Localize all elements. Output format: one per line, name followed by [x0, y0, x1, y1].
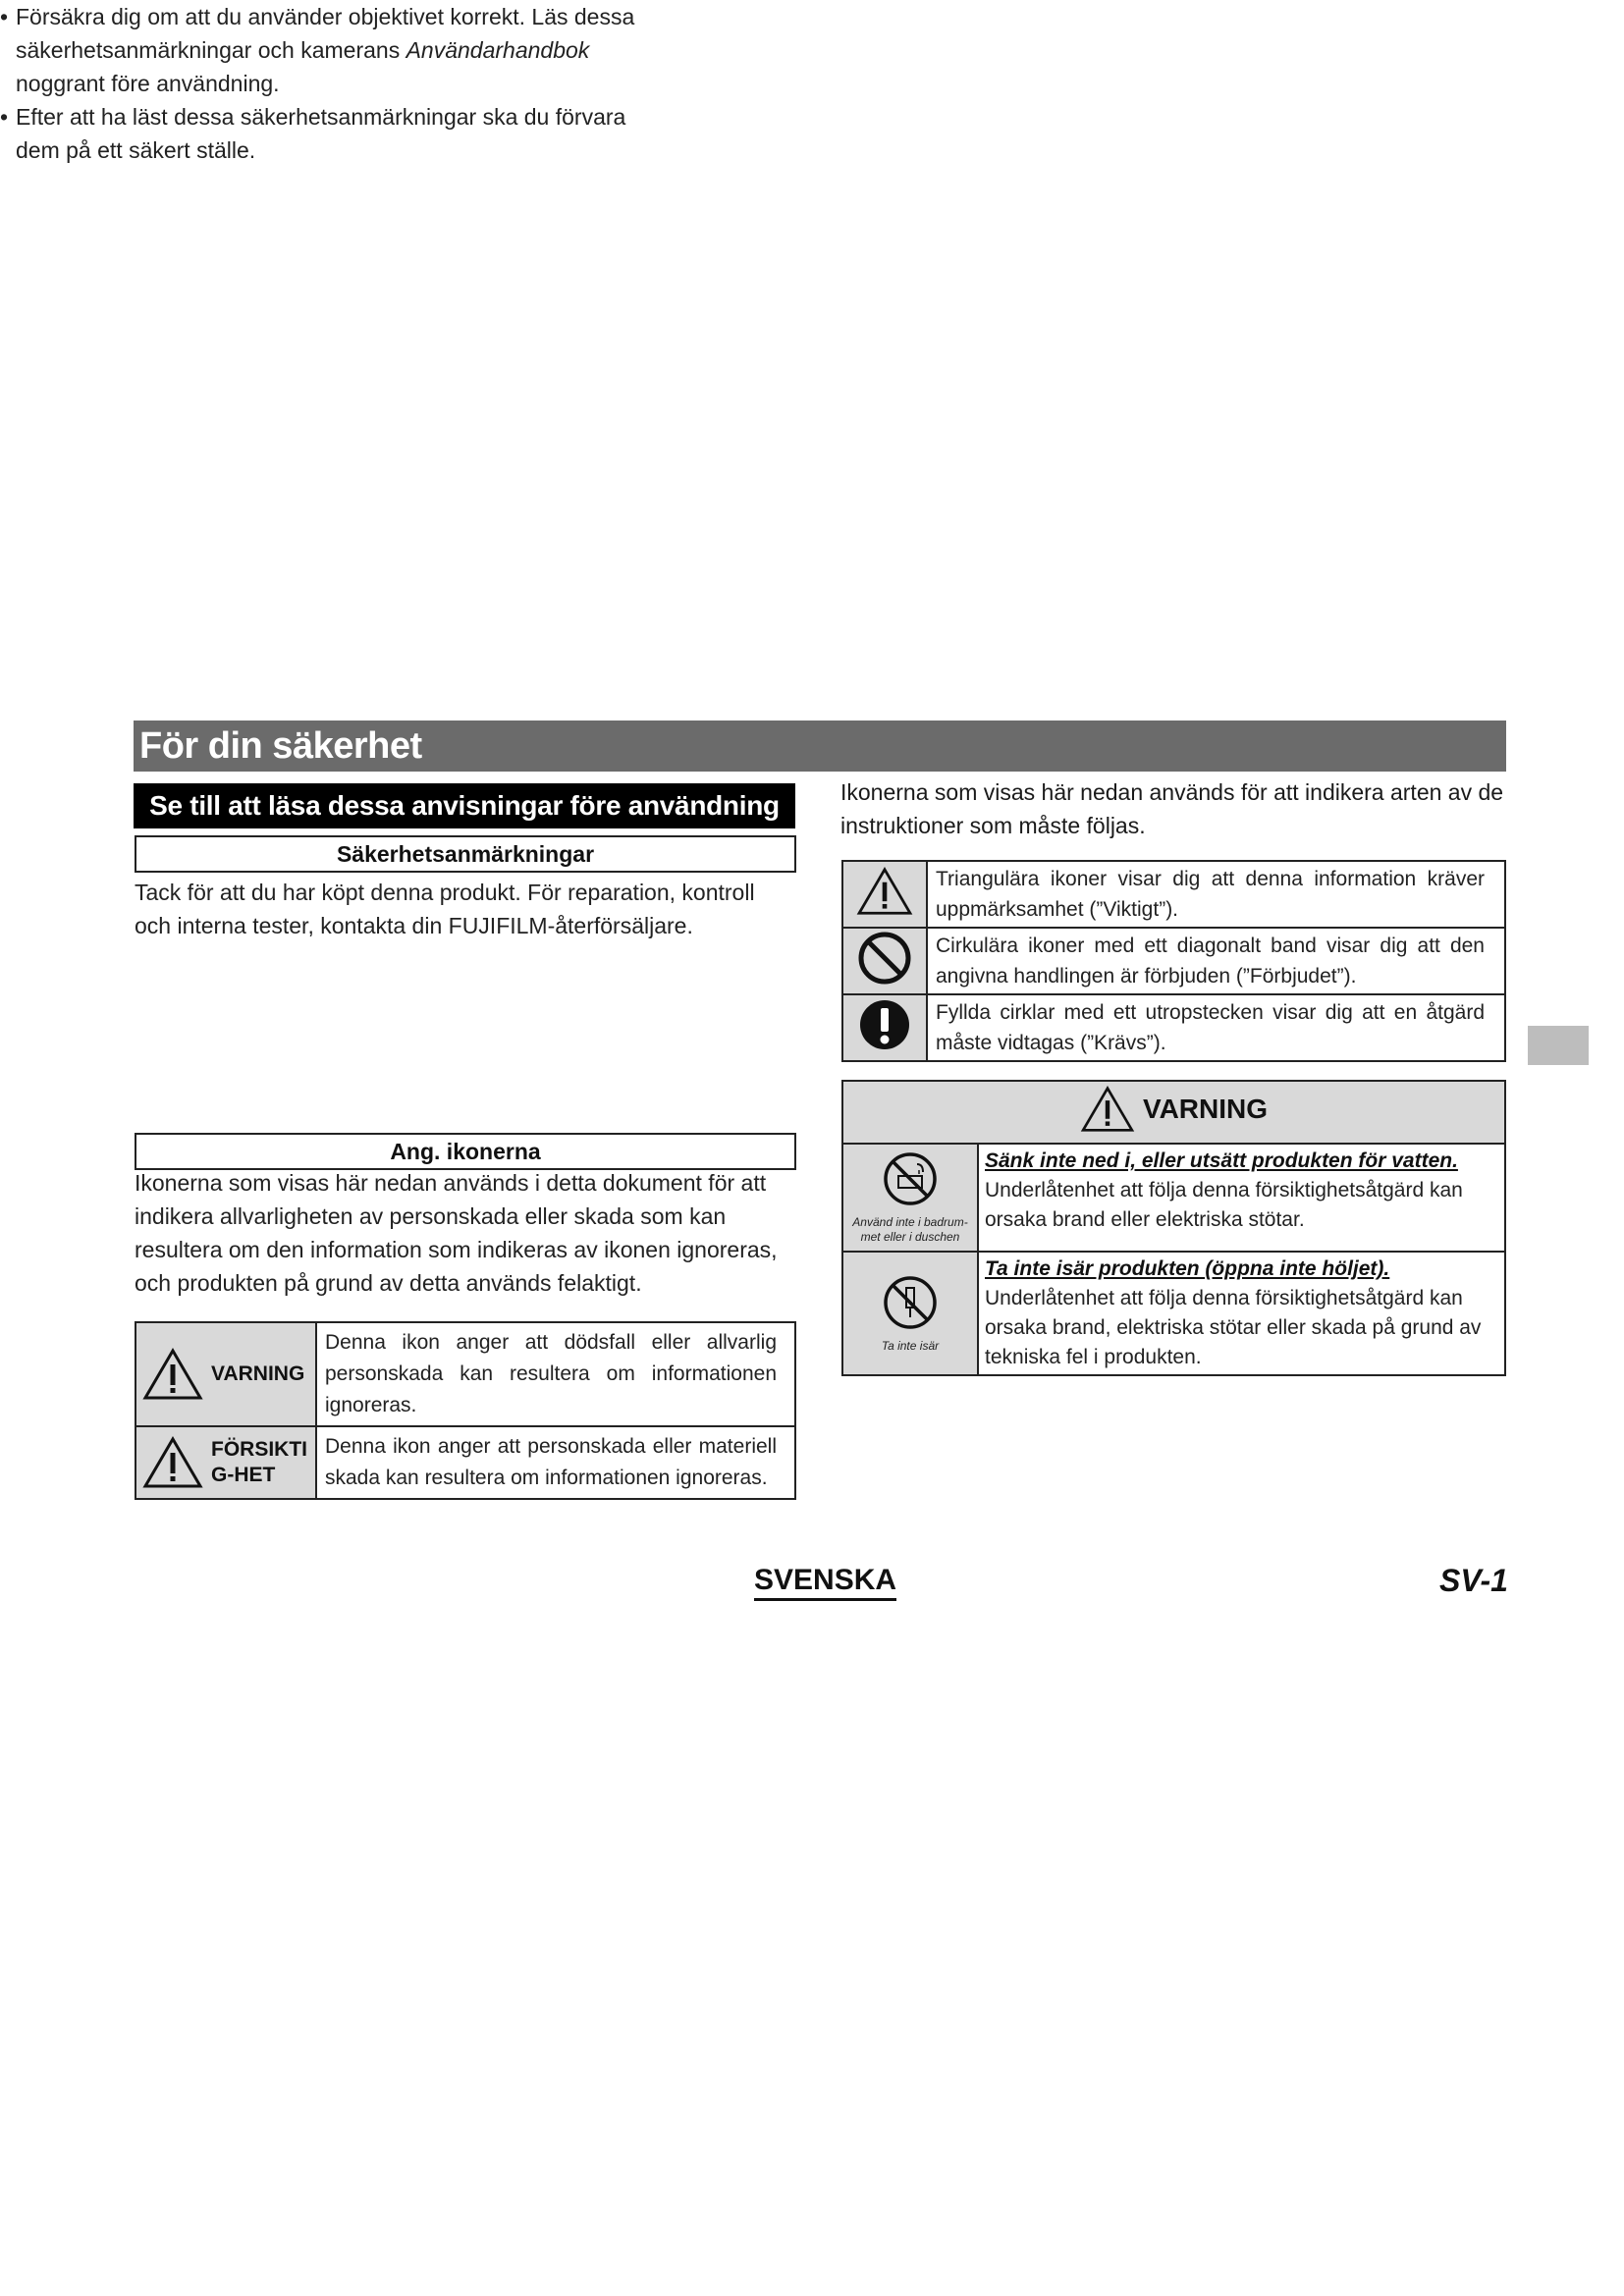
no-water-warning-lead: Sänk inte ned i, eller utsätt produkten för vatten.: [985, 1149, 1458, 1172]
no-disassemble-icon: [882, 1274, 939, 1331]
no-disassemble-warning-text: Underlåtenhet att följa denna försiktighetsåtgärd kan orsaka brand, elektriska stötar eller skada på grund av tekniska fel i produkten.: [985, 1287, 1482, 1368]
table-row: [842, 861, 1505, 928]
icons-paragraph: Ikonerna som visas här nedan används i detta dokument för att indikera allvarligheten av personskada eller skada som kan resultera om den information som indikeras av ikonen ignoreras, och produkten på grund av detta används felaktigt.: [135, 1170, 778, 1296]
symbol-legend-table: [841, 860, 1506, 1062]
mandatory-icon-description: Fyllda cirklar med ett utropstecken visar dig att en åtgärd måste vidtagas (”Krävs”).: [927, 994, 1505, 1061]
prohibited-icon-description: Cirkulära ikoner med ett diagonalt band visar dig att den angivna handlingen är förbjuden (”Förbjudet”).: [927, 928, 1505, 994]
warning-description: Denna ikon anger att dödsfall eller allvarlig personskada kan resultera om informationen ignoreras.: [316, 1322, 795, 1426]
table-row: [135, 1322, 795, 1426]
safety-notes-heading: Säkerhetsanmärkningar: [135, 835, 796, 873]
intro-paragraph: Tack för att du har köpt denna produkt. För reparation, kontroll och interna tester, kontakta din FUJIFILM-återförsäljare.: [135, 880, 755, 938]
prohibited-circle-icon: [857, 931, 912, 986]
list-item: • Försäkra dig om att du använder objektivet korrekt. Läs dessa säkerhetsanmärkningar och kamerans Användarhandbok noggrant före användning.: [0, 4, 635, 96]
no-water-warning-text: Underlåtenhet att följa denna försiktighetsåtgärd kan orsaka brand eller elektriska stötar.: [985, 1179, 1463, 1231]
list-item: • Efter att ha läst dessa säkerhetsanmärkningar ska du förvara dem på ett säkert ställe.: [0, 104, 626, 163]
no-disassemble-warning-lead: Ta inte isär produkten (öppna inte höljet).: [985, 1257, 1390, 1280]
warning-triangle-icon: [856, 867, 913, 916]
caution-triangle-icon: [142, 1436, 203, 1489]
caution-label: FÖRSIKTIG-HET: [211, 1438, 307, 1486]
section-title: För din säkerhet: [139, 725, 422, 767]
triangle-icon-description: Triangulära ikoner visar dig att denna information kräver uppmärksamhet (”Viktigt”).: [927, 861, 1505, 928]
table-row: [842, 1252, 1505, 1375]
warning-box-title: VARNING: [1142, 1094, 1269, 1124]
warning-box: [841, 1080, 1506, 1376]
warning-triangle-icon: [142, 1348, 203, 1401]
read-instructions-banner: Se till att läsa dessa anvisningar före användning: [134, 783, 795, 828]
symbols-intro-paragraph: Ikonerna som visas här nedan används för att indikera arten av de instruktioner som måste följas.: [840, 779, 1504, 838]
no-disassemble-caption: Ta inte isär: [881, 1338, 940, 1353]
side-thumb-tab: [1528, 1026, 1589, 1065]
footer-language: SVENSKA: [754, 1563, 896, 1601]
no-water-caption: Använd inte i badrum-met eller i duschen: [852, 1215, 968, 1244]
mandatory-exclamation-icon: [857, 997, 912, 1052]
icons-heading: Ang. ikonerna: [135, 1133, 796, 1170]
table-row: [842, 928, 1505, 994]
caution-description: Denna ikon anger att personskada eller materiell skada kan resultera om informationen ignoreras.: [316, 1426, 795, 1499]
table-row: [842, 994, 1505, 1061]
no-water-icon: [882, 1150, 939, 1207]
table-row: [135, 1426, 795, 1499]
table-row: [842, 1081, 1505, 1144]
table-row: [842, 1144, 1505, 1252]
warning-label: VARNING: [211, 1362, 305, 1385]
warning-triangle-icon: [1080, 1086, 1135, 1133]
hazard-level-table: [135, 1321, 796, 1500]
page-number: SV-1: [1439, 1563, 1508, 1598]
safety-bullet-list: [0, 0, 660, 167]
